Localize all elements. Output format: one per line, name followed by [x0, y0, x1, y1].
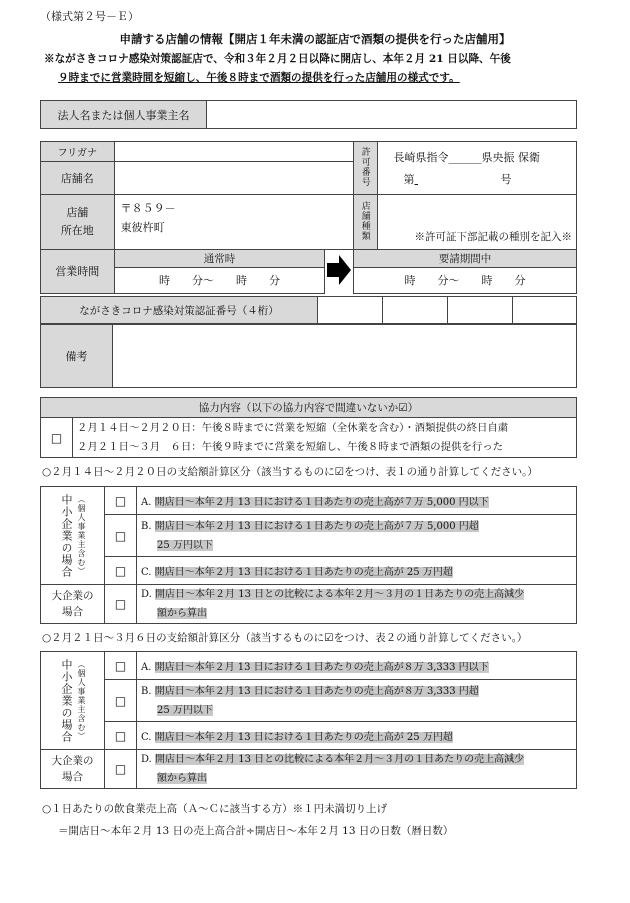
section2-row-a-checkbox[interactable]: □: [105, 652, 137, 680]
owner-label: 法人名または個人事業主名: [41, 101, 207, 129]
cooperation-checkbox[interactable]: □: [41, 418, 73, 458]
cooperation-text: [73, 418, 577, 458]
section2-row-b: B. 開店日～本年２月 13 日における１日あたりの売上高が８万 3,333 円超 25 万円以下: [137, 680, 577, 722]
section2-row-d: D. 開店日～本年２月 13 日との比較による本年２月～３月の１日あたりの売上高減少 額から算出: [137, 750, 577, 789]
section1-row-b: B. 開店日～本年２月 13 日における１日あたりの売上高が７万 5,000 円超 25 万円以下: [137, 515, 577, 557]
section1-table: [40, 486, 577, 624]
section1-sme-label: 中小企業の場合 （個人事業主含む）: [41, 487, 105, 585]
normal-hours-label: 通常時: [114, 250, 325, 268]
footer-line-2: ＝開店日～本年２月 13 日の売上高合計÷開店日～本年２月 13 日の日数（暦日数）: [58, 825, 454, 837]
section1-row-d-checkbox[interactable]: □: [105, 585, 137, 624]
permit-no-input[interactable]: [377, 142, 577, 195]
section2-table: [40, 651, 577, 789]
section2-row-c-checkbox[interactable]: □: [105, 722, 137, 750]
hours-label: 営業時間: [41, 250, 115, 294]
page-title: 申請する店舗の情報【開店１年未満の認証店で酒類の提供を行った店舗用】: [119, 32, 511, 46]
cert-table: [40, 296, 577, 324]
remarks-table: [40, 324, 577, 388]
request-hours-label: 要請期間中: [353, 250, 576, 268]
permit-no-label: 許可番号: [353, 142, 377, 195]
right-arrow-icon: [325, 250, 352, 290]
note-line-1: ※ながさきコロナ感染対策認証店で、令和３年２月２日以降に開店し、本年２月 21 日以降、午後: [44, 53, 511, 65]
furigana-label: フリガナ: [41, 142, 115, 162]
cert-digit-2[interactable]: [383, 297, 448, 324]
section1-heading: ○２月１４日～２月２０日の支給額計算区分（該当するものに☑をつけ、表１の通り計算してください。）: [42, 466, 538, 478]
section2-heading: ○２月２１日～３月６日の支給額計算区分（該当するものに☑をつけ、表２の通り計算してください。）: [42, 632, 528, 644]
note-line-2: ９時までに営業時間を短縮し、午後８時まで酒類の提供を行った店舗用の様式です。: [58, 72, 460, 84]
section2-row-a: A. 開店日～本年２月 13 日における１日あたりの売上高が８万 3,333 円以下: [137, 652, 577, 680]
section1-row-c-checkbox[interactable]: □: [105, 557, 137, 585]
section2-row-c: C. 開店日～本年２月 13 日における１日あたりの売上高が 25 万円超: [137, 722, 577, 750]
section2-row-d-checkbox[interactable]: □: [105, 750, 137, 789]
section1-row-a-checkbox[interactable]: □: [105, 487, 137, 515]
footer-line-1: ○１日あたりの飲食業売上高（Ａ～Ｃに該当する方）※１円未満切り上げ: [42, 803, 388, 815]
store-name-label: 店舗名: [41, 162, 115, 195]
section1-large-label: 大企業の 場合: [41, 585, 105, 624]
cert-label: ながさきコロナ感染対策認証番号（４桁）: [41, 297, 318, 324]
section1-row-b-checkbox[interactable]: □: [105, 515, 137, 557]
permit-line-1: 長崎県指令______県央振 保衛: [393, 151, 540, 164]
permit-line-2: 第 号: [403, 173, 512, 186]
section2-sme-label: 中小企業の場合 （個人事業主含む）: [41, 652, 105, 750]
owner-input[interactable]: [207, 101, 577, 129]
normal-hours-input[interactable]: 時 分～ 時 分: [114, 267, 325, 293]
section1-row-a: A. 開店日～本年２月 13 日における１日あたりの売上高が７万 5,000 円以下: [137, 487, 577, 515]
cert-digit-4[interactable]: [513, 297, 577, 324]
owner-table: [40, 100, 577, 129]
remarks-input[interactable]: [113, 325, 577, 388]
cooperation-line-2: ２月２１日～３月 ６日：午後９時までに営業を短縮し、午後８時まで酒類の提供を行った: [77, 440, 504, 453]
address-input[interactable]: [114, 195, 353, 250]
store-kind-note: ※許可証下部記載の種別を記入※: [414, 231, 572, 243]
cert-digit-3[interactable]: [448, 297, 513, 324]
postal-code: 〒８５９－: [120, 202, 176, 215]
cooperation-line-1: ２月１４日～２月２０日：午後８時までに営業を短縮（全休業を含む）・酒類提供の終日自粛: [77, 421, 509, 434]
cooperation-header: 協力内容（以下の協力内容で間違いないか☑）: [41, 398, 577, 418]
furigana-input[interactable]: [114, 142, 353, 162]
section2-row-b-checkbox[interactable]: □: [105, 680, 137, 722]
cert-digit-1[interactable]: [318, 297, 383, 324]
town-name: 東彼杵町: [120, 221, 165, 234]
section1-row-d: D. 開店日～本年２月 13 日との比較による本年２月～３月の１日あたりの売上高減少 額から算出: [137, 585, 577, 624]
remarks-label: 備考: [41, 325, 113, 388]
address-label: 店舗 所在地: [41, 195, 115, 250]
section2-large-label: 大企業の 場合: [41, 750, 105, 789]
cooperation-table: [40, 397, 577, 458]
arrow-cell: [325, 250, 354, 294]
section1-row-c: C. 開店日～本年２月 13 日における１日あたりの売上高が 25 万円超: [137, 557, 577, 585]
store-kind-input[interactable]: [377, 195, 577, 250]
request-hours-input[interactable]: 時 分～ 時 分: [353, 267, 576, 293]
store-name-input[interactable]: [114, 162, 353, 195]
store-table: [40, 141, 577, 294]
store-kind-label: 店舗種類: [353, 195, 377, 250]
form-id: （様式第２号－Ｅ）: [40, 10, 139, 23]
